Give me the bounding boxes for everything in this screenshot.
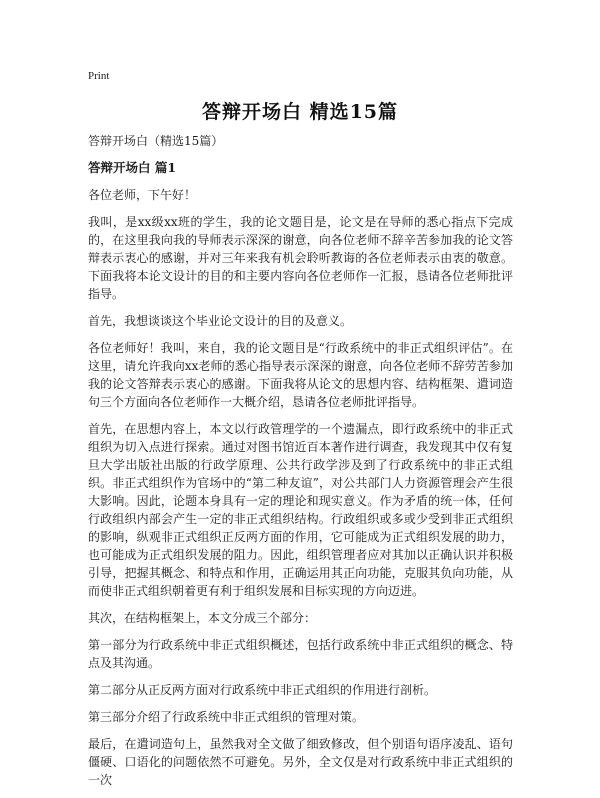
- paragraph: 最后，在遣词造句上，虽然我对全文做了细致修改，但个别语句语序凌乱、语句僵硬、口语化的问题依然不可避免。另外，全文仅是对行政系统中非正式组织的一次: [88, 737, 513, 787]
- paragraph: 第一部分为行政系统中非正式组织概述，包括行政系统中非正式组织的概念、特点及其沟通。: [88, 638, 513, 670]
- document-title: 答辩开场白 精选15篇: [201, 101, 399, 123]
- paragraph: 首先，我想谈谈这个毕业论文设计的目的及意义。: [88, 314, 353, 328]
- print-label: Print: [88, 70, 110, 82]
- paragraph: 各位老师好！我叫，来自，我的论文题目是“行政系统中的非正式组织评估”。在这里，请允许我向xx老师的悉心指导表示深深的谢意，向各位老师不辞劳苦参加我的论文答辩表示衷心的感谢。下面我将从论文的思想内容、结构框架、遣词造句三个方面向各位老师作一大概介绍，恳请各位老师批评指导。: [88, 341, 513, 409]
- paragraph: 第二部分从正反两方面对行政系统中非正式组织的作用进行剖析。: [88, 683, 437, 697]
- paragraph-greeting: 各位老师，下午好！: [88, 188, 197, 202]
- paragraph: 其次，在结构框架上，本文分成三个部分：: [88, 611, 317, 625]
- document-body: [88, 132, 513, 798]
- section-heading: 答辩开场白 篇1: [88, 160, 177, 175]
- document-subtitle: 答辩开场白（精选15篇）: [88, 134, 224, 148]
- paragraph: 第三部分介绍了行政系统中非正式组织的管理对策。: [88, 710, 365, 724]
- paragraph: 我叫，是xx级xx班的学生，我的论文题目是，论文是在导师的悉心指点下完成的，在这里我向我的导师表示深深的谢意，向各位老师不辞辛苦参加我的论文答辩表示衷心的感谢，并对三年来我有机会聆听教诲的各位老师表示由衷的敬意。下面我将本论文设计的目的和主要内容向各位老师作一汇报，恳请各位老师批评指导。: [88, 215, 513, 301]
- paragraph: 首先，在思想内容上，本文以行政管理学的一个遗漏点，即行政系统中的非正式组织为切入点进行探索。通过对图书馆近百本著作进行调查，我发现其中仅有复旦大学出版社出版的行政学原理、公共行政学涉及到了行政系统中的非正式组织。非正式组织作为官场中的“第二种友谊”，对公共部门人力资源管理会产生很大影响。因此，论题本身具有一定的理论和现实意义。作为矛盾的统一体，任何行政组织内部会产生一定的非正式组织结构。行政组织或多或少受到非正式组织的影响，纵观非正式组织正反两方面的作用，它可能成为正式组织发展的助力，也可能成为正式组织发展的阻力。因此，组织管理者应对其加以正确认识并积极引导，把握其概念、和特点和作用，正确运用其正向功能，克服其负向功能，从而使非正式组织朝着更有利于组织发展和目标实现的方向迈进。: [88, 422, 513, 598]
